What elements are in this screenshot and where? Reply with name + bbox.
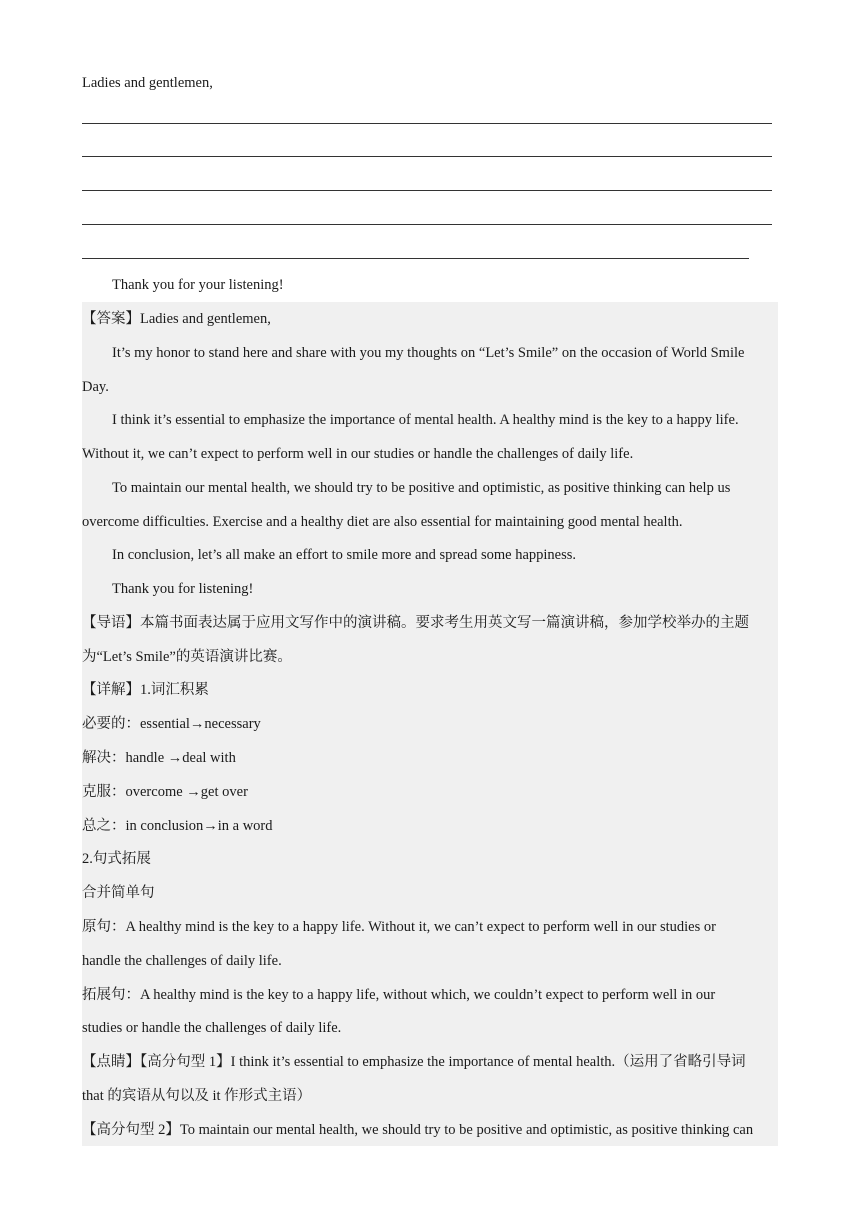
answer-paragraph-line: Without it, we can’t expect to perform well in our studies or handle the challenges of daily life. bbox=[82, 446, 634, 462]
answer-paragraph-line: In conclusion, let’s all make an effort to smile more and spread some happiness. bbox=[112, 547, 577, 563]
vocabulary-item: 总之：in conclusion→in a word bbox=[82, 818, 273, 834]
detail-heading: 【详解】1.词汇积累 bbox=[82, 682, 209, 698]
answer-paragraph-line: It’s my honor to stand here and share with you my thoughts on “Let’s Smile” on the occasion of World Smile bbox=[112, 345, 745, 361]
answer-heading: 【答案】Ladies and gentlemen, bbox=[82, 311, 271, 327]
salutation: Ladies and gentlemen, bbox=[82, 75, 213, 91]
writing-line bbox=[82, 224, 772, 225]
answer-paragraph-line: Day. bbox=[82, 379, 109, 395]
closing-line: Thank you for your listening! bbox=[112, 277, 284, 293]
highlight-line: 【高分句型 2】To maintain our mental health, we should try to be positive and optimistic, as positive thinking can bbox=[82, 1122, 754, 1138]
answer-paragraph-line: I think it’s essential to emphasize the importance of mental health. A healthy mind is the key to a happy life. bbox=[112, 412, 739, 428]
expanded-sentence-line: studies or handle the challenges of daily life. bbox=[82, 1020, 342, 1036]
guide-line: 为“Let’s Smile”的英语演讲比赛。 bbox=[82, 649, 292, 665]
original-sentence-line: 原句：A healthy mind is the key to a happy life. Without it, we can’t expect to perform well in our studies or bbox=[82, 919, 716, 935]
answer-paragraph-line: To maintain our mental health, we should try to be positive and optimistic, as positive thinking can help us bbox=[112, 480, 731, 496]
vocabulary-item: 克服：overcome →get over bbox=[82, 784, 248, 800]
writing-line bbox=[82, 258, 749, 259]
answer-paragraph-line: overcome difficulties. Exercise and a healthy diet are also essential for maintaining good mental health. bbox=[82, 514, 683, 530]
expanded-sentence-line: 拓展句：A healthy mind is the key to a happy life, without which, we couldn’t expect to perform well in our bbox=[82, 987, 716, 1003]
guide-line: 【导语】本篇书面表达属于应用文写作中的演讲稿。要求考生用英文写一篇演讲稿，参加学校举办的主题 bbox=[82, 615, 749, 631]
vocabulary-item: 解决：handle →deal with bbox=[82, 750, 236, 766]
highlight-line: that 的宾语从句以及 it 作形式主语） bbox=[82, 1088, 312, 1104]
writing-line bbox=[82, 156, 772, 157]
original-sentence-line: handle the challenges of daily life. bbox=[82, 953, 282, 969]
writing-line bbox=[82, 190, 772, 191]
answer-paragraph-line: Thank you for listening! bbox=[112, 581, 254, 597]
vocabulary-item: 必要的：essential→necessary bbox=[82, 716, 261, 732]
highlight-line: 【点睛】【高分句型 1】I think it’s essential to emphasize the importance of mental health.（运用了省略引导词 bbox=[82, 1054, 746, 1070]
sentence-expansion-subheading: 合并简单句 bbox=[82, 885, 155, 901]
writing-line bbox=[82, 123, 772, 124]
sentence-expansion-heading: 2.句式拓展 bbox=[82, 851, 151, 867]
